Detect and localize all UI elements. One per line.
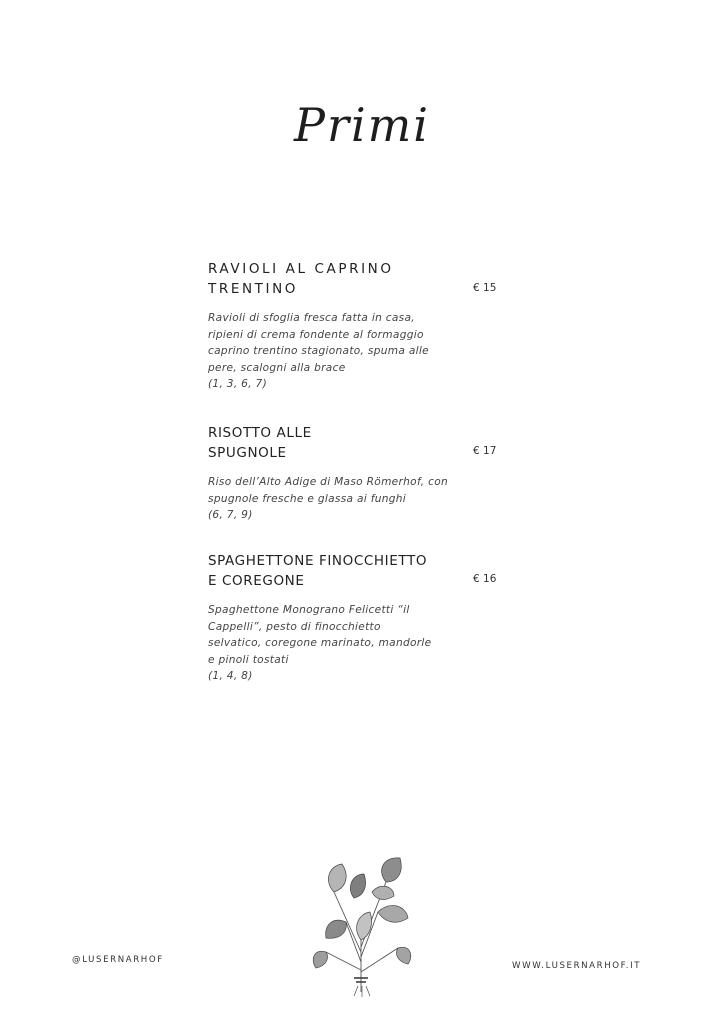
page-title: Primi — [294, 98, 430, 152]
description-line: caprino trentino stagionato, spuma alle — [208, 345, 429, 358]
dish-name — [208, 423, 448, 463]
dish-description — [208, 474, 468, 524]
instagram-handle: @LUSERNARHOF — [72, 955, 164, 965]
description-line: e pinoli tostati — [208, 653, 289, 666]
allergen-codes: (1, 4, 8) — [208, 670, 253, 683]
dish-price: € 17 — [473, 445, 497, 457]
menu-item-ravioli — [208, 259, 508, 393]
dish-name-line-2: E COREGONE — [208, 573, 305, 589]
description-line: Ravioli di sfoglia fresca fatta in casa, — [208, 312, 415, 324]
description-line: spugnole fresche e glassa ai funghi — [208, 492, 407, 505]
description-line: Riso dell’Alto Adige di Maso Römerhof, con — [208, 476, 449, 488]
dish-name-line-1: RISOTTO ALLE — [208, 425, 312, 441]
dish-description — [208, 602, 468, 685]
menu-item-risotto — [208, 423, 508, 524]
dish-description — [208, 310, 468, 393]
dish-name-line-2: TRENTINO — [208, 281, 299, 297]
dish-price: € 16 — [473, 573, 497, 585]
description-line: pere, scalogni alla brace — [208, 361, 346, 374]
website-link[interactable]: WWW.LUSERNARHOF.IT — [512, 961, 642, 971]
dish-name — [208, 259, 448, 299]
allergen-codes: (1, 3, 6, 7) — [208, 378, 268, 391]
allergen-codes: (6, 7, 9) — [208, 509, 253, 522]
dish-name-line-1: SPAGHETTONE FINOCCHIETTO — [208, 553, 428, 569]
dish-name-line-2: SPUGNOLE — [208, 445, 287, 461]
dish-name — [208, 551, 468, 591]
herb-bouquet-icon — [306, 852, 416, 998]
dish-name-line-1: RAVIOLI AL CAPRINO — [208, 261, 394, 277]
dish-price: € 15 — [473, 282, 497, 294]
description-line: ripieni di crema fondente al formaggio — [208, 328, 424, 341]
menu-item-spaghettone — [208, 551, 508, 685]
description-line: Spaghettone Monograno Felicetti “il — [208, 604, 410, 616]
description-line: selvatico, coregone marinato, mandorle — [208, 637, 432, 650]
description-line: Cappelli”, pesto di finocchietto — [208, 620, 381, 633]
